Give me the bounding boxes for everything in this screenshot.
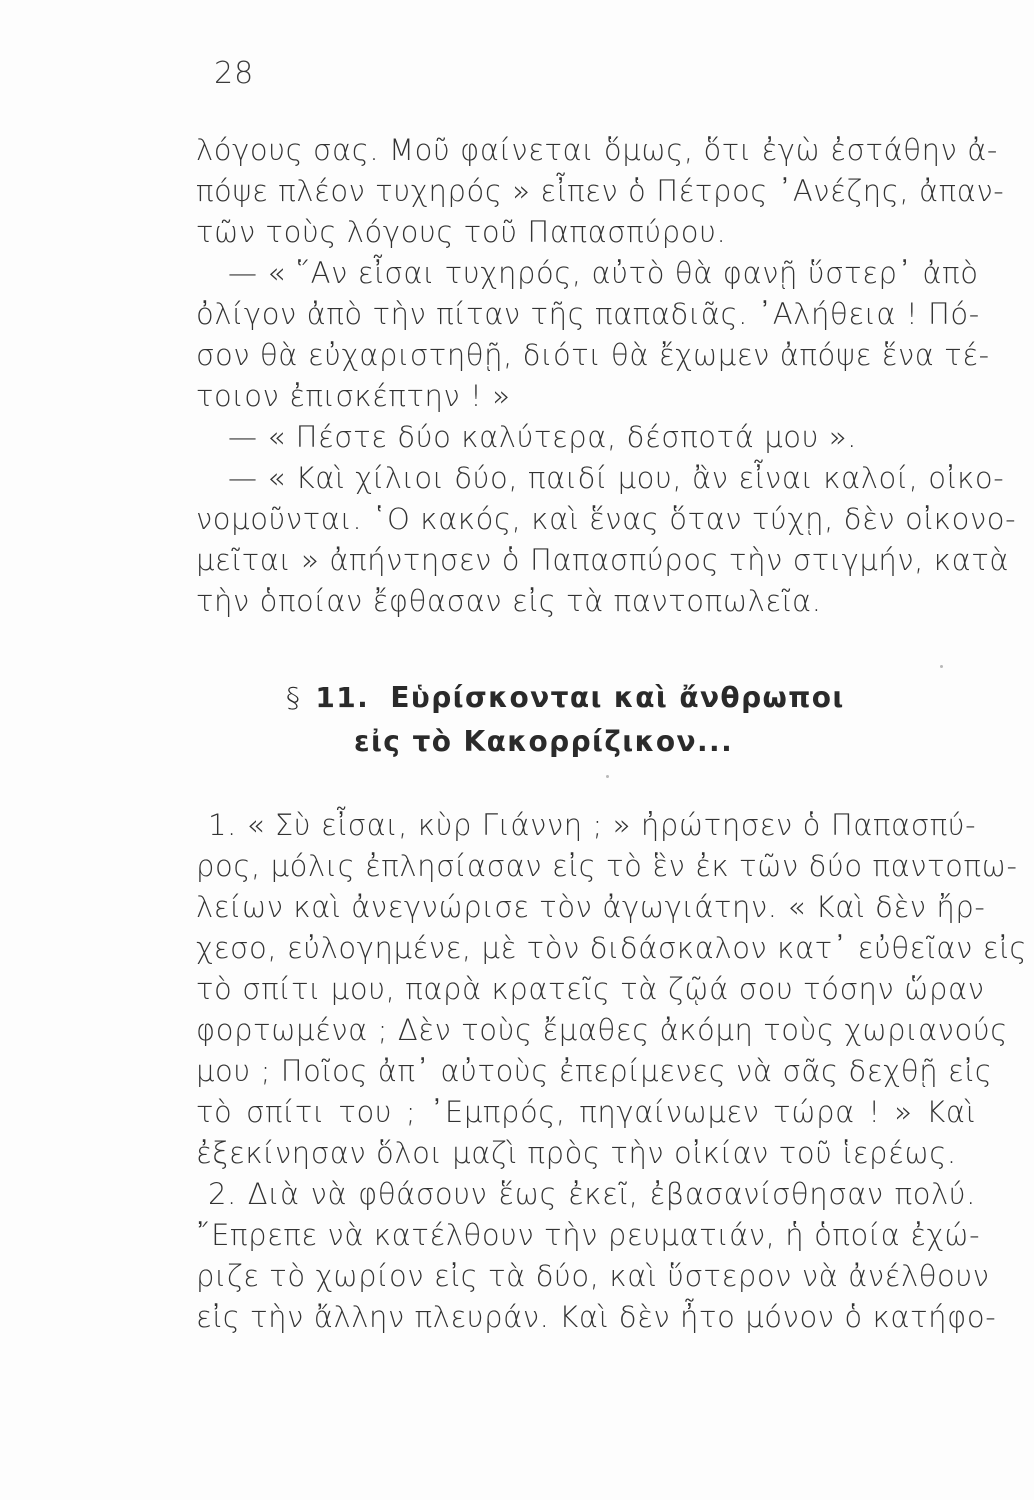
text-line: τῶν τοὺς λόγους τοῦ Παπασπύρου. bbox=[196, 215, 727, 249]
page-number: 28 bbox=[214, 56, 255, 91]
text-line: 2. Διὰ νὰ φθάσουν ἕως ἐκεῖ, ἐβασανίσθησαν πολύ. bbox=[208, 1177, 976, 1211]
text-line: φορτωμένα ; Δὲν τοὺς ἔμαθες ἀκόμη τοὺς χωριανούς bbox=[196, 1013, 1008, 1047]
text-line: ἐξεκίνησαν ὅλοι μαζὶ πρὸς τὴν οἰκίαν τοῦ ἱερέως. bbox=[196, 1136, 957, 1170]
section-heading bbox=[286, 678, 845, 718]
text-line: λόγους σας. Μοῦ φαίνεται ὅμως, ὅτι ἐγὼ ἐστάθην ἀ- bbox=[196, 133, 998, 167]
text-line: τὴν ὁποίαν ἔφθασαν εἰς τὰ παντοπωλεῖα. bbox=[196, 584, 822, 618]
text-line: ρος, μόλις ἐπλησίασαν εἰς τὸ ἓν ἐκ τῶν δύο παντοπω- bbox=[196, 849, 1018, 883]
section-title: Εὑρίσκονται καὶ ἄνθρωποι bbox=[390, 681, 845, 714]
text-line: ῎Επρεπε νὰ κατέλθουν τὴν ρευματιάν, ἡ ὁποία ἐχώ- bbox=[196, 1218, 981, 1252]
text-line: σον θὰ εὐχαριστηθῇ, διότι θὰ ἔχωμεν ἀπόψε ἕνα τέ- bbox=[196, 338, 990, 372]
text-line: ριζε τὸ χωρίον εἰς τὰ δύο, καὶ ὕστερον νὰ ἀνέλθουν bbox=[196, 1259, 990, 1293]
print-speck bbox=[606, 775, 609, 778]
text-line: χεσο, εὐλογημένε, μὲ τὸν διδάσκαλον κατ᾽ εὐθεῖαν εἰς bbox=[196, 931, 1028, 965]
text-line: μεῖται » ἀπήντησεν ὁ Παπασπύρος τὴν στιγμήν, κατὰ bbox=[196, 543, 1010, 577]
print-speck bbox=[940, 665, 943, 668]
section-number: 11. bbox=[315, 681, 370, 714]
text-line: πόψε πλέον τυχηρός » εἶπεν ὁ Πέτρος ᾽Ανέζης, ἀπαν- bbox=[196, 174, 1005, 208]
text-line: τὸ σπίτι του ; ᾽Εμπρός, πηγαίνωμεν τώρα ! » Καὶ bbox=[196, 1095, 976, 1129]
text-line: — « Πέστε δύο καλύτερα, δέσποτά μου ». bbox=[228, 420, 857, 454]
text-line: τὸ σπίτι μου, παρὰ κρατεῖς τὰ ζῷά σου τόσην ὥραν bbox=[196, 972, 985, 1006]
text-line: νομοῦνται. ῾Ο κακός, καὶ ἕνας ὅταν τύχῃ, δὲν οἰκονο- bbox=[196, 502, 1017, 536]
text-line: — « ῞Αν εἶσαι τυχηρός, αὐτὸ θὰ φανῇ ὕστερ᾽ ἀπὸ bbox=[228, 256, 979, 290]
section-heading-subtitle: εἰς τὸ Κακορρίζικον... bbox=[354, 725, 734, 758]
section-mark: § bbox=[286, 681, 302, 714]
text-line: ὀλίγον ἀπὸ τὴν πίταν τῆς παπαδιᾶς. ᾽Αλήθεια ! Πό- bbox=[196, 297, 980, 331]
text-line: μου ; Ποῖος ἀπ᾽ αὐτοὺς ἐπερίμενες νὰ σᾶς δεχθῇ εἰς bbox=[196, 1054, 993, 1088]
text-line: λείων καὶ ἀνεγνώρισε τὸν ἀγωγιάτην. « Καὶ δὲν ἤρ- bbox=[196, 890, 986, 924]
text-line: εἰς τὴν ἄλλην πλευράν. Καὶ δὲν ἦτο μόνον ὁ κατήφο- bbox=[196, 1300, 997, 1334]
text-line: — « Καὶ χίλιοι δύο, παιδί μου, ἂν εἶναι καλοί, οἰκο- bbox=[228, 461, 1005, 495]
text-line: 1. « Σὺ εἶσαι, κὺρ Γιάννη ; » ἠρώτησεν ὁ Παπασπύ- bbox=[208, 808, 977, 842]
text-line: τοιον ἐπισκέπτην ! » bbox=[196, 379, 511, 413]
